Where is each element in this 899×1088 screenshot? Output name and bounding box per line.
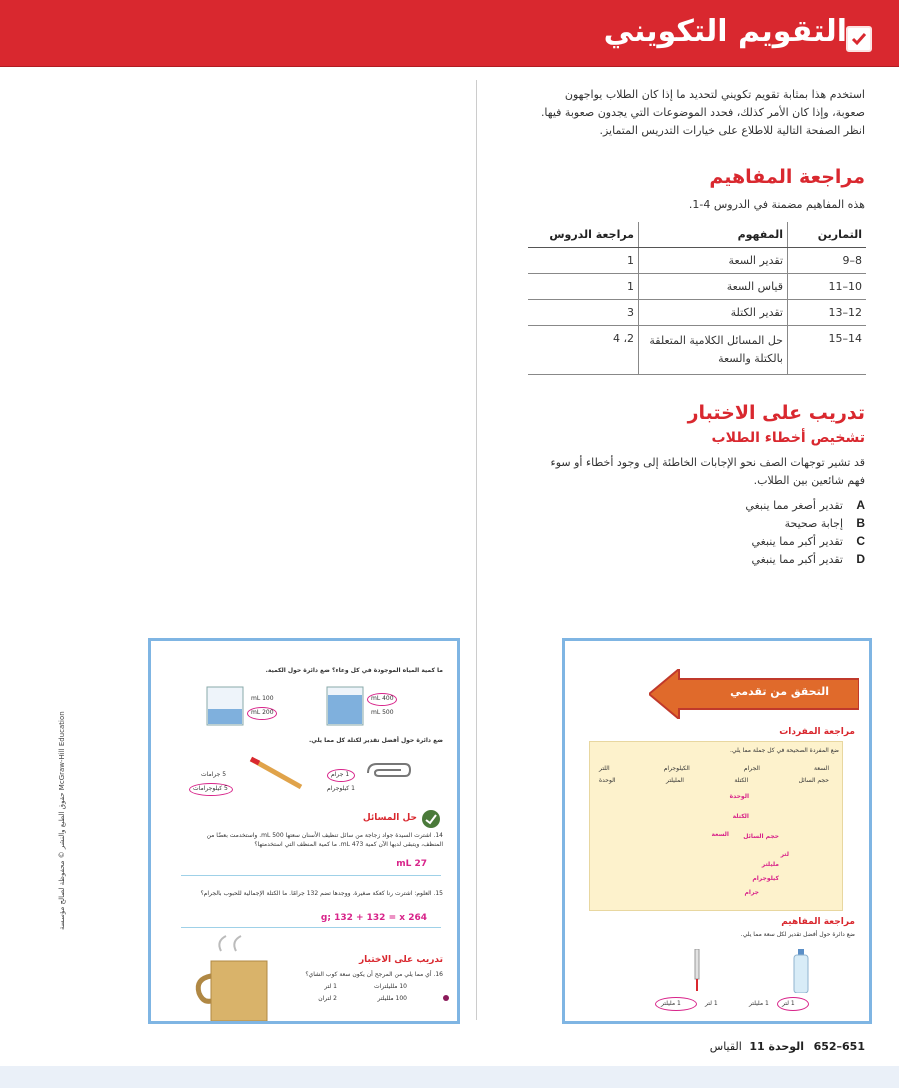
choice: 1 لتر	[705, 1000, 718, 1007]
cell-lesson: 1	[528, 248, 639, 274]
answer: حجم السائل	[743, 833, 779, 840]
cell-concept: حل المسائل الكلامية المتعلقة بالكتلة والسعة	[639, 326, 788, 375]
test-heading: تدريب على الاختبار	[358, 955, 443, 965]
answer: كيلوجرام	[752, 875, 779, 882]
option-letter: A	[856, 498, 865, 512]
word-bank-item: الكيلوجرام	[663, 765, 690, 772]
mass-choice: 5 جرامات	[201, 771, 227, 778]
intro-paragraph	[525, 86, 865, 140]
cell-exercises: 12–13	[788, 300, 867, 326]
pencil-icon	[247, 753, 307, 793]
mug-icon	[191, 931, 281, 1021]
option-text: تقدير أكبر مما ينبغي	[751, 534, 843, 548]
beaker-label: 500 mL	[371, 709, 394, 716]
option-text: تقدير أكبر مما ينبغي	[751, 552, 843, 566]
cell-concept: تقدير السعة	[639, 248, 788, 274]
list-item	[565, 496, 865, 514]
checkmark-icon	[846, 26, 872, 52]
table-row	[528, 274, 866, 300]
cell-exercises: 10–11	[788, 274, 867, 300]
progress-check-thumbnail	[562, 638, 872, 1024]
cell-lesson: 1	[528, 274, 639, 300]
option-letter: B	[856, 516, 865, 530]
unit-topic: القياس	[709, 1040, 742, 1053]
option-letter: D	[856, 552, 865, 566]
cell-concept: تقدير الكتلة	[639, 300, 788, 326]
answer: السعة	[711, 831, 729, 838]
answer-line	[181, 927, 441, 928]
table-row	[528, 326, 866, 375]
option-text: إجابة صحيحة	[784, 516, 843, 530]
student-page-thumbnail	[148, 638, 460, 1024]
mass-instruction: ضع دائرة حول أفضل تقدير لكتلة كل مما يلي.	[308, 737, 443, 744]
table-header-row	[528, 222, 866, 248]
beaker-label: 400 mL	[371, 695, 394, 702]
word-bank-row-2	[599, 777, 829, 784]
word-bank-item: المليلتر	[666, 777, 684, 784]
water-bottle-icon	[791, 949, 811, 993]
word-bank-item: السعة	[814, 765, 829, 772]
word-bank-item: اللتر	[599, 765, 610, 772]
list-item	[565, 532, 865, 550]
page-numbers: 651–652	[813, 1040, 865, 1053]
problem-text: 14. اشترت السيدة جواد زجاجة من سائل تنظيف الأسنان سعتها 500 mL. واستخدمت بعضًا من المنظف، ويتبقى لديها الآن كمية 473 mL. ما كمية المنظف التي استخدمتها؟	[206, 832, 443, 848]
problem-heading: حل المسائل	[362, 813, 417, 823]
dropper-icon	[693, 949, 701, 993]
beaker-icon	[205, 685, 245, 727]
intro-line: استخدم هذا بمثابة تقويم تكويني لتحديد ما إذا كان الطلاب يواجهون	[564, 88, 865, 101]
answer: لتر	[780, 851, 789, 858]
option-text: تقدير أصغر مما ينبغي	[745, 498, 843, 512]
intro-line: انظر الصفحة التالية للاطلاع على خيارات التدريس المتمايز.	[599, 124, 865, 137]
unit-label: الوحدة 11	[749, 1040, 805, 1053]
concepts-table	[528, 222, 866, 375]
choice: 1 مليلتر	[749, 1000, 769, 1007]
answer-line	[181, 875, 441, 876]
footer-band	[0, 1066, 899, 1088]
word-bank-item: حجم السائل	[798, 777, 829, 784]
choice: 1 لتر	[782, 1000, 795, 1007]
table-row	[528, 300, 866, 326]
selected-option-dot	[443, 995, 449, 1001]
problem-solving-icon	[421, 809, 441, 829]
answer: الكتلة	[732, 813, 749, 820]
desc-line: فهم شائعين بين الطلاب.	[753, 474, 865, 487]
intro-line: صعوبة، وإذا كان الأمر كذلك، فحدد الموضوعات التي يجدون صعوبة فيها.	[540, 106, 865, 119]
table-row	[528, 248, 866, 274]
mass-choice: 1 كيلوجرام	[327, 785, 355, 792]
col-concept: المفهوم	[639, 222, 788, 248]
word-bank-item: الوحدة	[599, 777, 616, 784]
beaker-label: 100 mL	[251, 695, 274, 702]
word-bank-item: الجرام	[743, 765, 760, 772]
word-bank-row-1	[599, 765, 829, 772]
problem-answer: 27 mL	[396, 859, 427, 869]
concepts-review-heading: مراجعة المفاهيم	[709, 166, 865, 188]
test-practice-heading: تدريب على الاختبار	[687, 402, 865, 424]
answer: مليلتر	[761, 861, 779, 868]
test-option: 2 لتران	[318, 995, 337, 1002]
concepts-review-subtext: هذه المفاهيم مضمنة في الدروس 4-1.	[688, 198, 865, 211]
footer	[710, 1040, 865, 1053]
concepts-instruction: ضع دائرة حول أفضل تقدير لكل سعة مما يلي.	[740, 931, 855, 938]
option-letter: C	[856, 534, 865, 548]
page-title: التقويم التكويني	[603, 14, 847, 49]
diagnosis-list	[565, 496, 865, 568]
cell-concept: قياس السعة	[639, 274, 788, 300]
list-item	[565, 550, 865, 568]
problem2-text: 15. العلوم: اشترت رنا كعكة صغيرة. ووجدها تضم 132 جرامًا. ما الكتلة الإجمالية للحبوب بالجرام؟	[200, 890, 443, 897]
answer: جرام	[744, 889, 759, 896]
problem2-answer: 264 g; 132 + 132 = x	[320, 913, 427, 923]
beaker-question: ما كمية المياه الموجودة في كل وعاء؟ ضع دائرة حول الكمية.	[265, 667, 443, 674]
vocab-instruction: ضع المفردة الصحيحة في كل جملة مما يلي.	[730, 747, 839, 754]
desc-line: قد تشير توجهات الصف نحو الإجابات الخاطئة إلى وجود أخطاء أو سوء	[550, 456, 865, 469]
test-question: 16. أي مما يلي من المرجح أن يكون سعة كوب الشاي؟	[305, 971, 443, 978]
col-lesson: مراجعة الدروس	[528, 222, 639, 248]
beaker-icon	[325, 685, 365, 727]
cell-lesson: 3	[528, 300, 639, 326]
cell-lesson: 2، 4	[528, 326, 639, 375]
answer: الوحدة	[729, 793, 749, 800]
concepts-heading: مراجعة المفاهيم	[781, 917, 855, 927]
test-option: 100 ملليلتر	[377, 995, 407, 1002]
paperclip-icon	[363, 761, 413, 785]
vocab-heading: مراجعة المفردات	[779, 727, 855, 737]
test-practice-subheading: تشخيص أخطاء الطلاب	[711, 430, 865, 446]
beaker-label: 200 mL	[251, 709, 274, 716]
mass-choice: 1 جرام	[331, 771, 350, 778]
cell-exercises: 8–9	[788, 248, 867, 274]
col-exercises: التمارين	[788, 222, 867, 248]
mass-choice: 5 كيلوجرامات	[193, 785, 228, 792]
list-item	[565, 514, 865, 532]
test-option: 1 لتر	[324, 983, 337, 990]
word-bank-item: الكتلة	[734, 777, 749, 784]
test-option: 10 ملليلترات	[374, 983, 407, 990]
choice: 1 مليلتر	[661, 1000, 681, 1007]
side-credit: حقوق الطبع والنشر © محفوظة لصالح مؤسسة McGraw-Hill Education	[58, 711, 66, 930]
banner-title: التحقق من تقدمي	[730, 685, 829, 698]
cell-exercises: 14–15	[788, 326, 867, 375]
test-practice-desc	[485, 454, 865, 490]
column-divider	[476, 80, 477, 1020]
